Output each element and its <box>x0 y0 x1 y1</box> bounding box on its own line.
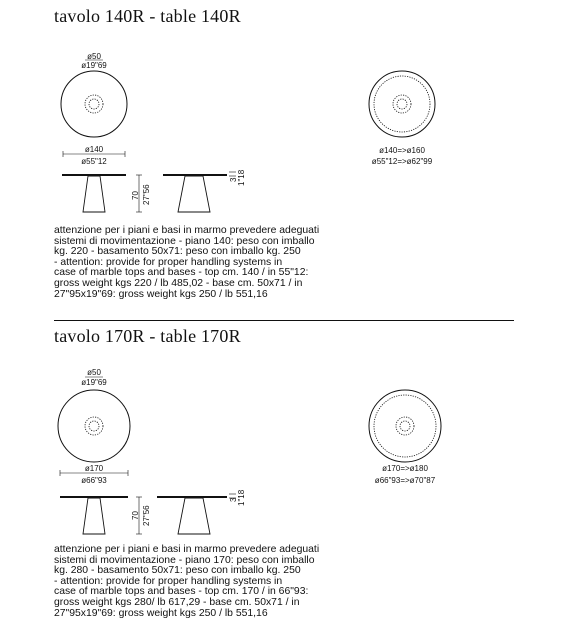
handling-note: attenzione per i piani e basi in marmo prevedere adeguati sistemi di movimentazione - piano 140: peso con imballo kg. 220 - basamento 50x71: peso con imballo kg. 250 - attention: provide for proper handling systems in case of marble tops and bases - top cm. 140 / in 55"12: gross weight kgs 220 / lb 485,02 - base cm. 50x71 / in 27"95x19"69: gross weight kgs 250 / lb 551,16 <box>54 225 320 300</box>
extension-view-ring <box>374 76 430 132</box>
top-thickness-cm: 3 <box>229 177 238 182</box>
handling-note: attenzione per i piani e basi in marmo prevedere adeguati sistemi di movimentazione - piano 170: peso con imballo kg. 280 - basamento 50x71: peso con imballo kg. 250 - attention: provide for proper handling systems in case of marble tops and bases - top cm. 170 / in 66"93: gross weight kgs 280/ lb 617,29 - base cm. 50x71 / in 27"95x19"69: gross weight kgs 250 / lb 551,16 <box>54 544 320 619</box>
section-title: tavolo 170R - table 170R <box>54 326 241 346</box>
extension-view-outer <box>369 71 435 137</box>
top-thickness-in: 1"18 <box>237 489 246 506</box>
extension-diameter-cm: ø140=>ø160 <box>379 146 425 155</box>
top-view-outline <box>58 390 130 462</box>
top-thickness-cm: 3 <box>229 497 238 502</box>
top-diameter-in: ø66"93 <box>81 476 107 485</box>
section-title: tavolo 140R - table 140R <box>54 6 241 26</box>
base-diameter-in: ø19"69 <box>81 378 107 387</box>
top-thickness-in: 1"18 <box>237 169 246 186</box>
height-cm: 70 <box>131 191 140 200</box>
section-divider <box>54 320 514 321</box>
top-view-outline <box>61 71 127 137</box>
top-diameter-cm: ø170 <box>84 464 104 473</box>
top-diameter-in: ø55"12 <box>81 157 107 166</box>
base-diameter-in: ø19"69 <box>81 61 107 70</box>
extension-diameter-cm: ø170=>ø180 <box>382 464 428 473</box>
side-view-base-b <box>178 176 210 212</box>
section-table-170r <box>0 322 574 642</box>
extension-view-ring <box>374 395 436 457</box>
top-diameter-cm: ø140 <box>84 145 104 154</box>
height-in: 27"56 <box>142 184 151 205</box>
extension-diameter-in: ø66"93=>ø70"87 <box>374 476 436 485</box>
top-view-base <box>85 95 103 113</box>
base-diameter-cm: ø50 <box>87 52 101 61</box>
base-diameter-cm: ø50 <box>87 368 101 377</box>
side-view-base <box>83 176 105 212</box>
section-table-140r <box>0 0 574 320</box>
height-cm: 70 <box>131 511 140 520</box>
top-view-base <box>85 417 103 435</box>
extension-diameter-in: ø55"12=>ø62"99 <box>371 157 433 166</box>
height-in: 27"56 <box>142 505 151 526</box>
side-view-base-b <box>178 498 210 534</box>
extension-view-outer <box>369 390 441 462</box>
side-view-base <box>83 498 105 534</box>
